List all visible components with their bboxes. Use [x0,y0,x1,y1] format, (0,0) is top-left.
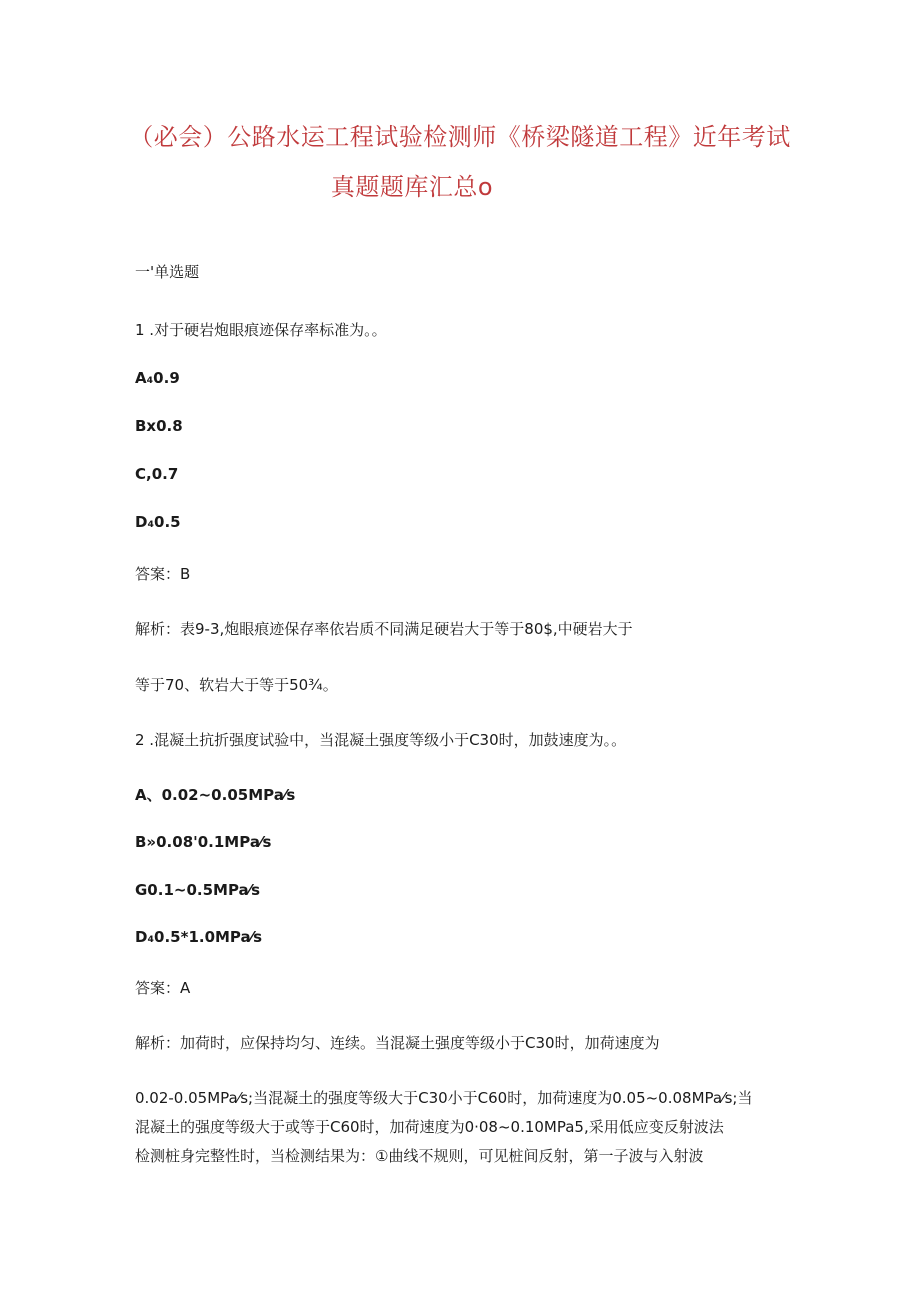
document-title-line2: 真题题库汇总o [330,173,494,201]
question-2-analysis-line4: 检测桩身完整性时，当检测结果为：①曲线不规则，可见桩间反射，第一子波与入射波 [135,1147,704,1165]
question-2-analysis-line2: 0.02-0.05MPa⁄s;当混凝土的强度等级大于C30小于C60时，加荷速度为0.05~0.08MPa⁄s;当 [135,1089,753,1107]
question-1-option-a: A₄0.9 [135,369,180,387]
question-2-answer: 答案：A [135,979,191,997]
question-2-option-d: D₄0.5*1.0MPa⁄s [135,928,263,946]
question-2-option-b: B»0.08'0.1MPa⁄s [135,833,272,851]
question-1-answer: 答案：B [135,565,191,583]
question-2-stem: 2 .混凝土抗折强度试验中，当混凝土强度等级小于C30时，加鼓速度为。。 [135,731,627,749]
section-heading: 一'单选题 [135,263,200,281]
question-2-option-c: G0.1~0.5MPa⁄s [135,881,261,899]
question-2-option-a: A、0.02~0.05MPa⁄s [135,786,296,804]
question-2-analysis-line3: 混凝土的强度等级大于或等于C60时，加荷速度为0·08~0.10MPa5,采用低应变反射波法 [135,1118,724,1136]
question-1-analysis-line2: 等于70、软岩大于等于50¾。 [135,676,338,694]
question-1-option-b: Bx0.8 [135,417,183,435]
document-title-line1: （必会）公路水运工程试验检测师《桥梁隧道工程》近年考试 [129,123,791,151]
question-1-stem: 1 .对于硬岩炮眼痕迹保存率标准为。。 [135,321,387,339]
question-1-option-d: D₄0.5 [135,513,181,531]
question-2-analysis-line1: 解析：加荷时，应保持均匀、连续。当混凝土强度等级小于C30时，加荷速度为 [135,1034,660,1052]
question-1-option-c: C,0.7 [135,465,179,483]
question-1-analysis-line1: 解析：表9-3,炮眼痕迹保存率依岩质不同满足硬岩大于等于80$,中硬岩大于 [135,620,633,638]
